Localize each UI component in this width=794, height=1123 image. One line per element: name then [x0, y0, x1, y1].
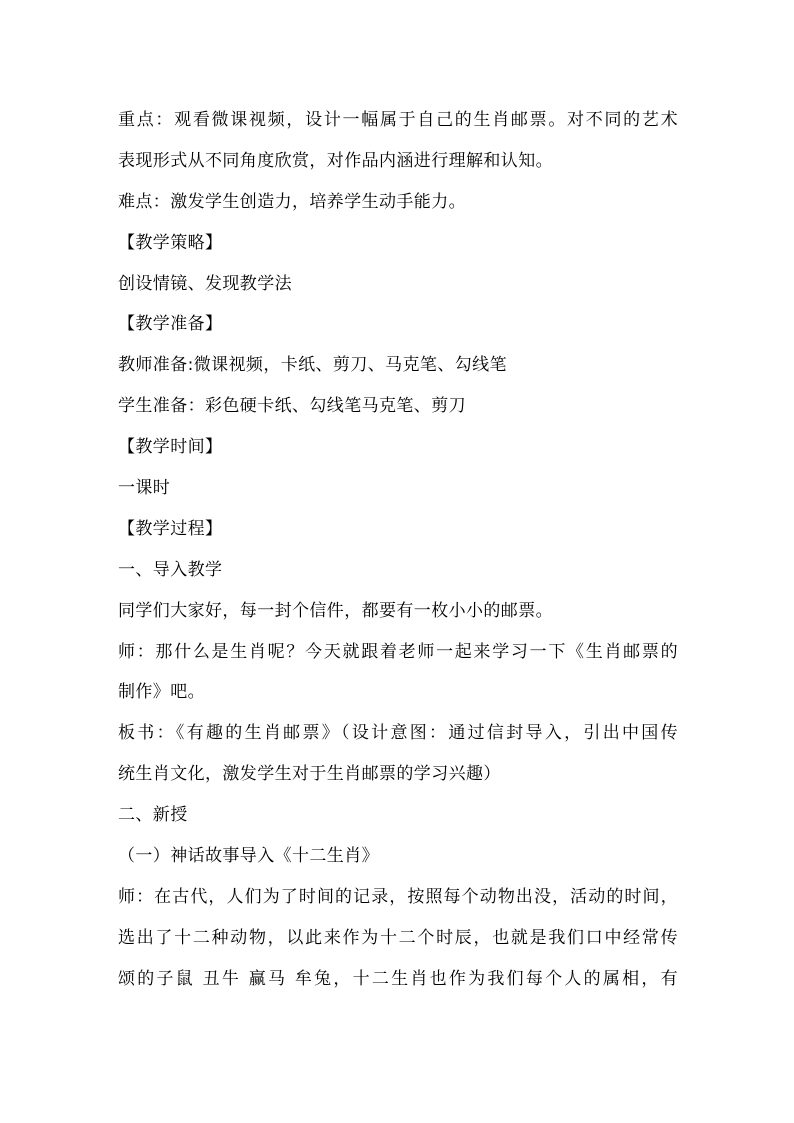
text-line: 同学们大家好，每一封个信件，都要有一枚小小的邮票。 [118, 600, 553, 621]
text-line: 学生准备：彩色硬卡纸、勾线笔马克笔、剪刀 [118, 396, 466, 417]
text-line: 表现形式从不同角度欣赏，对作品内涵进行理解和认知。 [118, 150, 553, 171]
text-line: 创设情镜、发现教学法 [118, 273, 292, 294]
text-line: 师：那什么是生肖呢？今天就跟着老师一起来学习一下《生肖邮票的 [118, 641, 678, 662]
text-line: 教师准备:微课视频，卡纸、剪刀、马克笔、勾线笔 [118, 355, 507, 376]
text-line: 板书：《有趣的生肖邮票》（设计意图：通过信封导入，引出中国传 [118, 723, 678, 744]
text-line: 颂的子鼠 丑牛 赢马 牟兔，十二生肖也作为我们每个人的属相，有 [118, 968, 678, 989]
text-line: 选出了十二种动物，以此来作为十二个时辰，也就是我们口中经常传 [118, 927, 678, 948]
section-heading: 【教学过程】 [118, 518, 223, 539]
section-heading: 【教学策略】 [118, 232, 223, 253]
text-line: 统生肖文化，激发学生对于生肖邮票的学习兴趣） [118, 764, 501, 785]
text-line: 师：在古代，人们为了时间的记录，按照每个动物出没，活动的时间， [118, 886, 678, 907]
subsection-heading: （一）神话故事导入《十二生肖》 [118, 846, 379, 867]
section-heading: 【教学时间】 [118, 437, 223, 458]
text-line: 重点：观看微课视频，设计一幅属于自己的生肖邮票。对不同的艺术 [118, 110, 678, 130]
text-line: 制作》吧。 [118, 682, 205, 703]
subsection-heading: 二、新授 [118, 805, 188, 826]
text-line: 难点：激发学生创造力，培养学生动手能力。 [118, 191, 466, 212]
text-line: 一课时 [118, 478, 171, 499]
section-heading: 【教学准备】 [118, 314, 223, 335]
document-body [118, 100, 678, 1000]
subsection-heading: 一、导入教学 [118, 559, 223, 580]
